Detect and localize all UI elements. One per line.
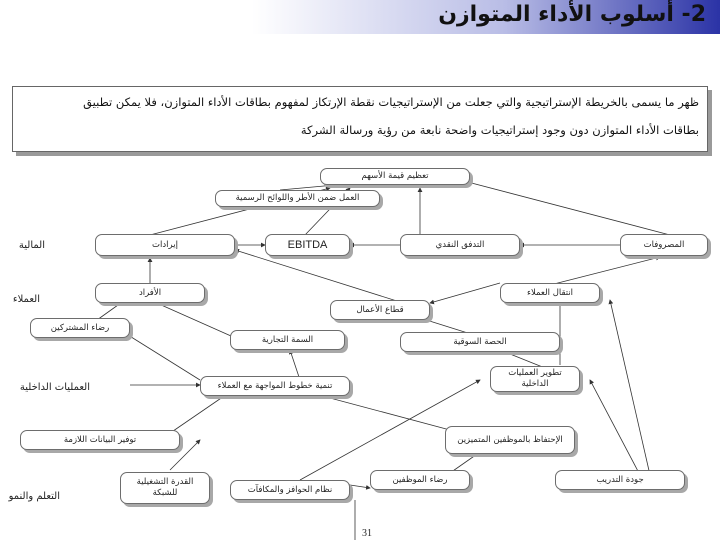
node-network-capacity: القدرة التشغيلية للشبكة — [120, 472, 210, 504]
node-expenses: المصروفات — [620, 234, 708, 256]
node-brand: السمة التجارية — [230, 330, 345, 350]
node-individuals: الأفراد — [95, 283, 205, 303]
node-cash-flow: التدفق النقدي — [400, 234, 520, 256]
node-incentive-system: نظام الحوافز والمكافآت — [230, 480, 350, 500]
node-training-quality: جودة التدريب — [555, 470, 685, 490]
node-ebitda: EBITDA — [265, 234, 350, 256]
perspective-learning: التعلم والنمو — [8, 491, 60, 502]
node-market-share: الحصة السوقية — [400, 332, 560, 352]
description-line-1: ظهر ما يسمى بالخريطة الإستراتيجية والتي جعلت من الإستراتيجيات نقطة الإرتكاز لمفهوم بطاقات الأداء المتوازن، فلا يمكن تطبيق — [83, 95, 699, 109]
node-retain-employees: الإحتفاظ بالموظفين المتميزين — [445, 426, 575, 454]
page-number: 31 — [362, 528, 372, 539]
perspective-customers: العملاء — [12, 294, 40, 305]
perspective-financial: المالية — [18, 240, 45, 251]
node-official-framework: العمل ضمن الأطر واللوائح الرسمية — [215, 190, 380, 207]
node-employee-satisfaction: رضاء الموظفين — [370, 470, 470, 490]
node-shareholder-value: تعظيم قيمة الأسهم — [320, 168, 470, 185]
node-revenues: إيرادات — [95, 234, 235, 256]
page-title: 2- أسلوب الأداء المتوازن — [438, 2, 706, 27]
node-data-provision: توفير البيانات اللازمة — [20, 430, 180, 450]
node-business-sector: قطاع الأعمال — [330, 300, 430, 320]
node-subscriber-satisfaction: رضاء المشتركين — [30, 318, 130, 338]
node-customer-frontlines: تنمية خطوط المواجهة مع العملاء — [200, 376, 350, 396]
perspective-internal: العمليات الداخلية — [19, 382, 90, 393]
description-line-2: بطاقات الأداء المتوازن دون وجود إستراتيجيات واضحة نابعة من رؤية ورسالة الشركة — [300, 123, 699, 137]
node-process-development: تطوير العمليات الداخلية — [490, 366, 580, 392]
node-customer-churn: انتقال العملاء — [500, 283, 600, 303]
